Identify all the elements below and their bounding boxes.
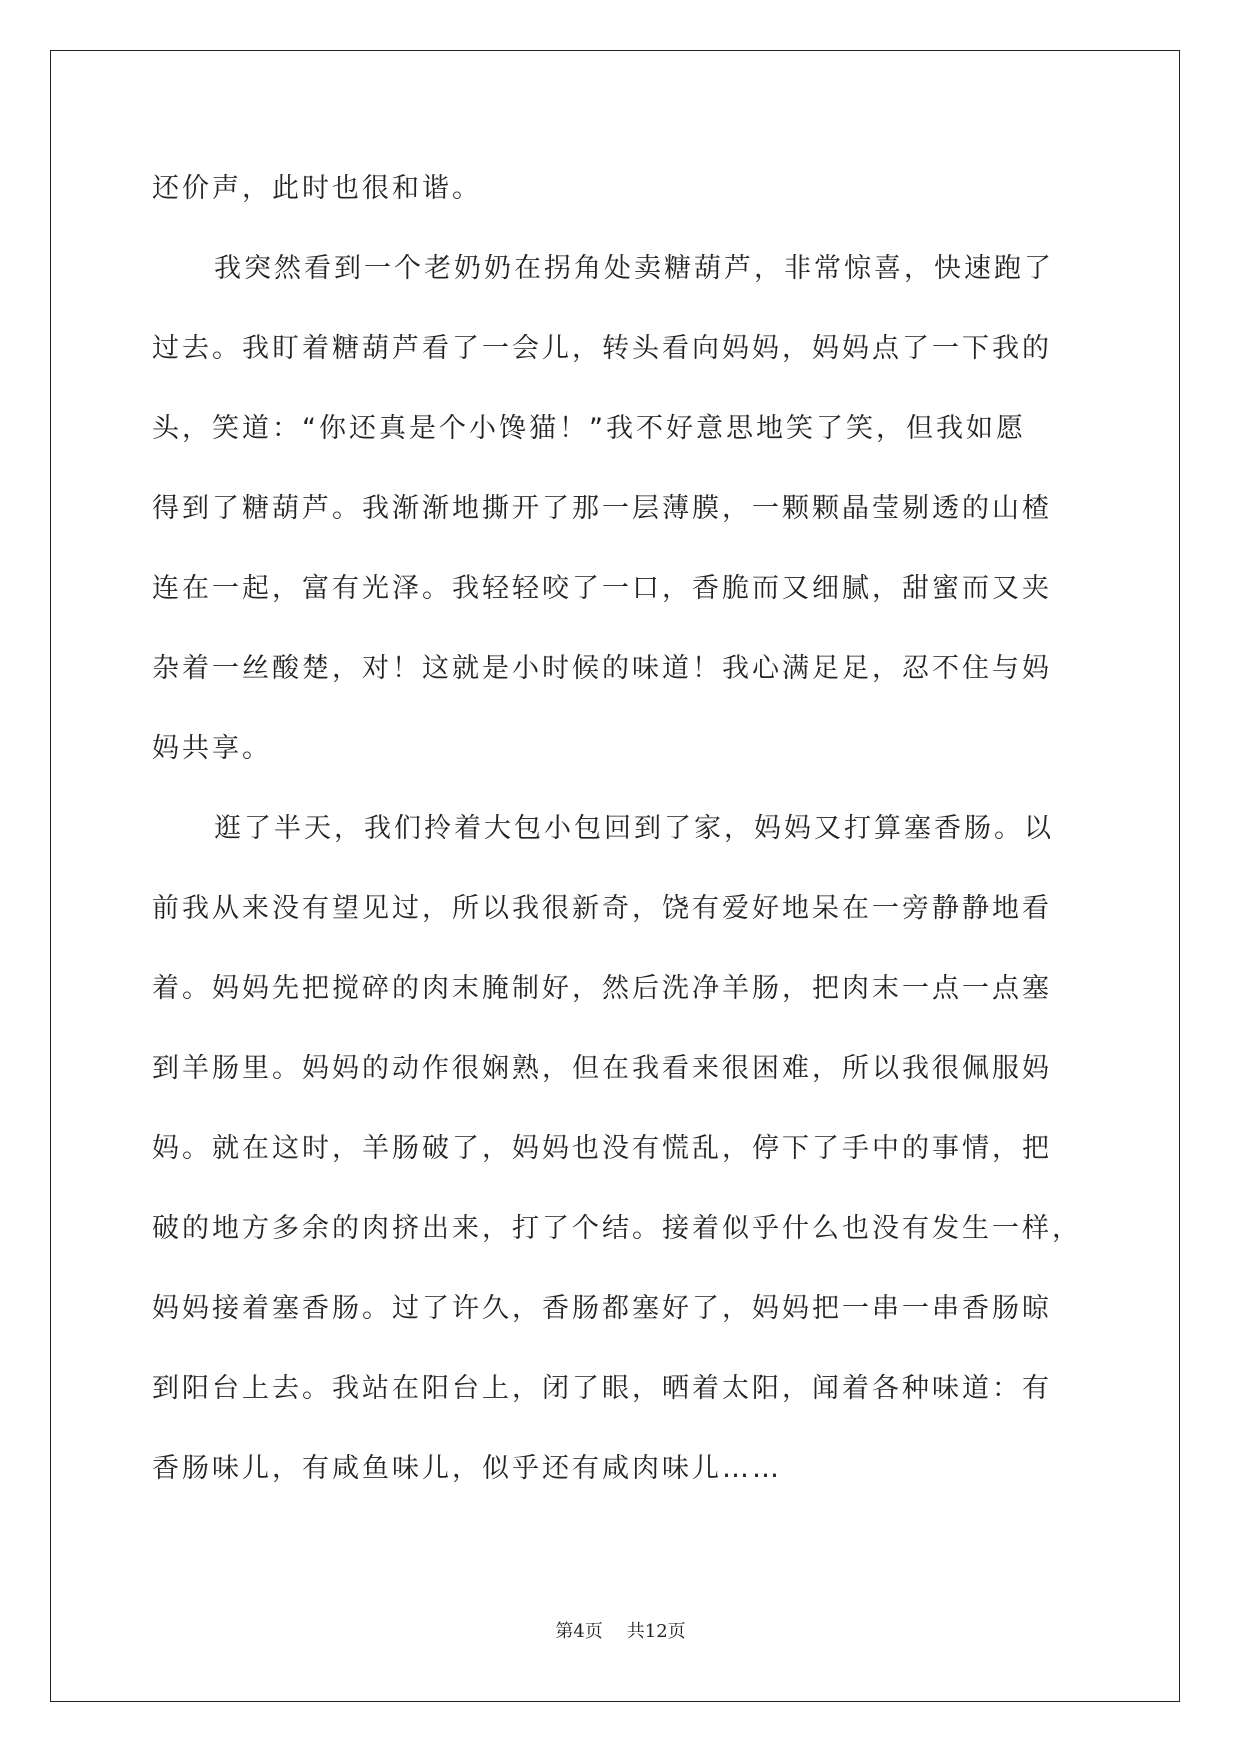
text-line-7: 杂着一丝酸楚，对！这就是小时候的味道！我心满足足，忍不住与妈 [152, 653, 1052, 684]
page-number: 第4页 [555, 1621, 603, 1642]
text-line-17: 香肠味儿，有咸鱼味儿，似乎还有咸肉味儿…… [152, 1453, 782, 1484]
text-line-4: 头，笑道：“你还真是个小馋猫！”我不好意思地笑了笑，但我如愿 [152, 413, 1026, 444]
text-line-2: 我突然看到一个老奶奶在拐角处卖糖葫芦，非常惊喜，快速跑了 [214, 253, 1054, 284]
page-footer [0, 1619, 1241, 1645]
text-line-9: 逛了半天，我们拎着大包小包回到了家，妈妈又打算塞香肠。以 [214, 813, 1054, 844]
text-line-6: 连在一起，富有光泽。我轻轻咬了一口，香脆而又细腻，甜蜜而又夹 [152, 573, 1052, 604]
text-line-11: 着。妈妈先把搅碎的肉末腌制好，然后洗净羊肠，把肉末一点一点塞 [152, 973, 1052, 1004]
text-line-3: 过去。我盯着糖葫芦看了一会儿，转头看向妈妈，妈妈点了一下我的 [152, 333, 1052, 364]
text-line-16: 到阳台上去。我站在阳台上，闭了眼，晒着太阳，闻着各种味道：有 [152, 1373, 1052, 1404]
text-line-5: 得到了糖葫芦。我渐渐地撕开了那一层薄膜，一颗颗晶莹剔透的山楂 [152, 493, 1052, 524]
page-total: 共12页 [626, 1621, 686, 1642]
text-line-8: 妈共享。 [152, 733, 272, 764]
text-line-14: 破的地方多余的肉挤出来，打了个结。接着似乎什么也没有发生一样， [152, 1213, 1082, 1244]
text-line-10: 前我从来没有望见过，所以我很新奇，饶有爱好地呆在一旁静静地看 [152, 893, 1052, 924]
text-line-15: 妈妈接着塞香肠。过了许久，香肠都塞好了，妈妈把一串一串香肠晾 [152, 1293, 1052, 1324]
text-line-12: 到羊肠里。妈妈的动作很娴熟，但在我看来很困难，所以我很佩服妈 [152, 1053, 1052, 1084]
document-body [152, 160, 1092, 1520]
text-line-13: 妈。就在这时，羊肠破了，妈妈也没有慌乱，停下了手中的事情，把 [152, 1133, 1052, 1164]
text-line-1: 还价声，此时也很和谐。 [152, 173, 482, 204]
